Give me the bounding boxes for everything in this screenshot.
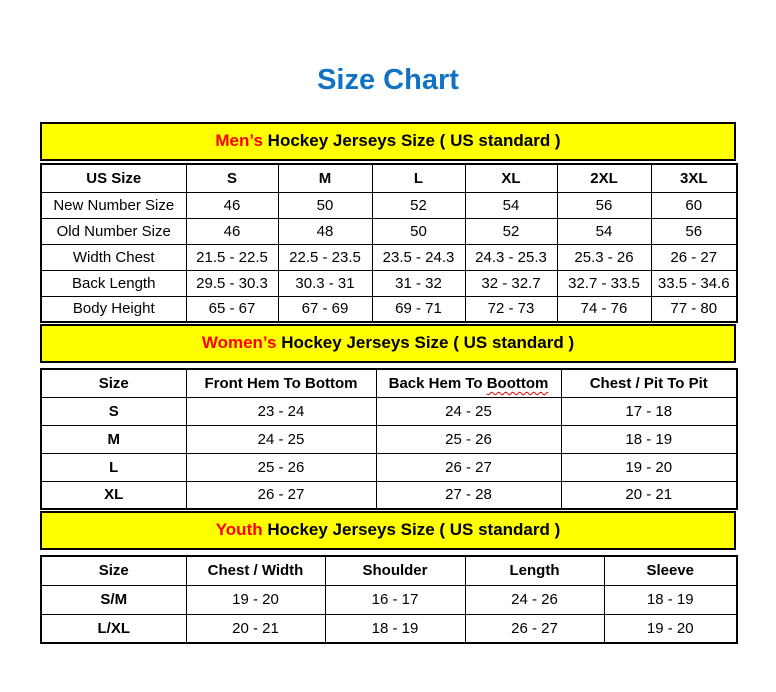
youth-banner-highlight: Youth (215, 520, 263, 539)
size-cell: 20 - 21 (186, 614, 325, 643)
column-header: Chest / Width (186, 556, 325, 585)
column-header: S (186, 164, 278, 192)
size-cell: 29.5 - 30.3 (186, 270, 278, 296)
table-row (41, 192, 737, 218)
row-label: L/XL (41, 614, 186, 643)
row-label: S/M (41, 585, 186, 614)
size-cell: 26 - 27 (376, 453, 561, 481)
column-header: L (372, 164, 465, 192)
size-cell: 72 - 73 (465, 296, 557, 322)
size-cell: 19 - 20 (186, 585, 325, 614)
size-cell: 19 - 20 (561, 453, 737, 481)
table-row (41, 397, 737, 425)
size-cell: 52 (372, 192, 465, 218)
size-cell: 69 - 71 (372, 296, 465, 322)
size-cell: 24 - 26 (465, 585, 604, 614)
size-cell: 77 - 80 (651, 296, 737, 322)
size-cell: 33.5 - 34.6 (651, 270, 737, 296)
column-header: M (278, 164, 372, 192)
mens-section (40, 122, 736, 323)
size-cell: 32.7 - 33.5 (557, 270, 651, 296)
misspelled-word: Boottom (486, 374, 549, 392)
mens-table (40, 163, 738, 323)
size-cell: 17 - 18 (561, 397, 737, 425)
size-cell: 46 (186, 192, 278, 218)
column-header: Back Hem To Boottom (376, 369, 561, 397)
column-header: Sleeve (604, 556, 737, 585)
size-cell: 26 - 27 (186, 481, 376, 509)
row-label: M (41, 425, 186, 453)
mens-banner-highlight: Men’s (215, 131, 263, 150)
size-cell: 32 - 32.7 (465, 270, 557, 296)
womens-header-row (41, 369, 737, 397)
size-cell: 74 - 76 (557, 296, 651, 322)
table-row (41, 585, 737, 614)
size-cell: 50 (278, 192, 372, 218)
youth-section (40, 511, 736, 644)
size-cell: 56 (557, 192, 651, 218)
column-header: Shoulder (325, 556, 465, 585)
table-row (41, 481, 737, 509)
size-cell: 18 - 19 (604, 585, 737, 614)
size-cell: 19 - 20 (604, 614, 737, 643)
womens-banner-highlight: Women’s (201, 333, 277, 352)
row-label: L (41, 453, 186, 481)
size-cell: 21.5 - 22.5 (186, 244, 278, 270)
mens-header-row (41, 164, 737, 192)
youth-banner (40, 511, 736, 550)
size-cell: 25 - 26 (186, 453, 376, 481)
size-cell: 24 - 25 (186, 425, 376, 453)
column-header: Front Hem To Bottom (186, 369, 376, 397)
row-label: Body Height (41, 296, 186, 322)
womens-table (40, 368, 738, 510)
size-cell: 24 - 25 (376, 397, 561, 425)
column-header: XL (465, 164, 557, 192)
table-row (41, 296, 737, 322)
size-cell: 27 - 28 (376, 481, 561, 509)
size-chart (40, 122, 736, 644)
youth-header-row (41, 556, 737, 585)
size-cell: 54 (465, 192, 557, 218)
size-cell: 48 (278, 218, 372, 244)
row-label: Width Chest (41, 244, 186, 270)
size-cell: 52 (465, 218, 557, 244)
size-cell: 54 (557, 218, 651, 244)
table-row (41, 453, 737, 481)
size-cell: 25 - 26 (376, 425, 561, 453)
youth-table (40, 555, 738, 644)
column-header: US Size (41, 164, 186, 192)
table-row (41, 614, 737, 643)
size-cell: 65 - 67 (186, 296, 278, 322)
size-cell: 24.3 - 25.3 (465, 244, 557, 270)
size-cell: 30.3 - 31 (278, 270, 372, 296)
mens-banner-text: Hockey Jerseys Size ( US standard ) (267, 131, 561, 150)
column-header: Length (465, 556, 604, 585)
table-row (41, 270, 737, 296)
column-header: Size (41, 369, 186, 397)
row-label: XL (41, 481, 186, 509)
size-cell: 67 - 69 (278, 296, 372, 322)
size-cell: 26 - 27 (651, 244, 737, 270)
womens-section (40, 324, 736, 510)
size-cell: 60 (651, 192, 737, 218)
size-cell: 20 - 21 (561, 481, 737, 509)
row-label: Old Number Size (41, 218, 186, 244)
size-cell: 18 - 19 (325, 614, 465, 643)
page-title: Size Chart (317, 64, 459, 96)
column-header: Chest / Pit To Pit (561, 369, 737, 397)
size-cell: 26 - 27 (465, 614, 604, 643)
table-row (41, 425, 737, 453)
row-label: New Number Size (41, 192, 186, 218)
size-cell: 31 - 32 (372, 270, 465, 296)
youth-banner-text: Hockey Jerseys Size ( US standard ) (267, 520, 561, 539)
table-row (41, 244, 737, 270)
size-cell: 25.3 - 26 (557, 244, 651, 270)
womens-banner (40, 324, 736, 363)
column-header: Size (41, 556, 186, 585)
size-cell: 56 (651, 218, 737, 244)
size-cell: 50 (372, 218, 465, 244)
row-label: Back Length (41, 270, 186, 296)
womens-banner-text: Hockey Jerseys Size ( US standard ) (281, 333, 575, 352)
table-row (41, 218, 737, 244)
size-cell: 18 - 19 (561, 425, 737, 453)
size-cell: 46 (186, 218, 278, 244)
mens-banner (40, 122, 736, 161)
size-cell: 23.5 - 24.3 (372, 244, 465, 270)
column-header: 2XL (557, 164, 651, 192)
row-label: S (41, 397, 186, 425)
size-cell: 23 - 24 (186, 397, 376, 425)
size-cell: 22.5 - 23.5 (278, 244, 372, 270)
size-cell: 16 - 17 (325, 585, 465, 614)
column-header: 3XL (651, 164, 737, 192)
